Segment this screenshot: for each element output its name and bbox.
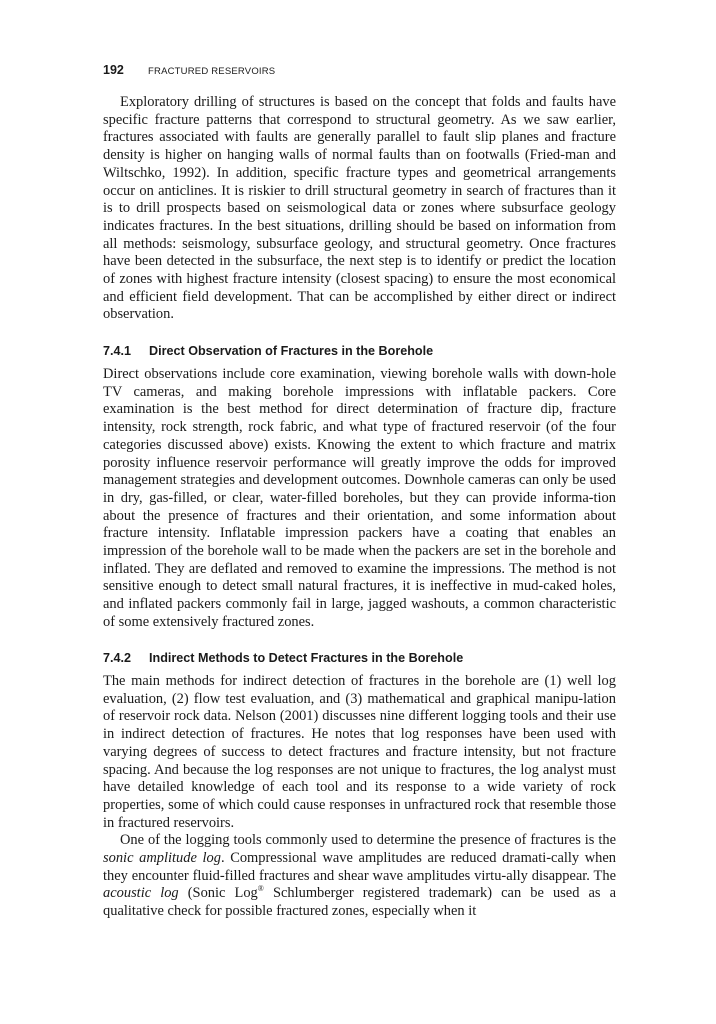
section-heading-7-4-2 bbox=[103, 651, 616, 665]
intro-block bbox=[103, 94, 616, 324]
running-head-title: FRACTURED RESERVOIRS bbox=[148, 66, 276, 77]
section-number: 7.4.2 bbox=[103, 651, 132, 665]
term-acoustic-log: acoustic log bbox=[103, 885, 179, 902]
paragraph-text: One of the logging tools commonly used to determine the presence of fractures is the bbox=[120, 832, 616, 849]
section-number: 7.4.1 bbox=[103, 344, 132, 358]
registered-mark: ® bbox=[257, 884, 264, 894]
intro-paragraph: Exploratory drilling of structures is based on the concept that folds and faults have specific fracture patterns that correspond to structural geometry. As we saw earlier, fractures associated with faults are generally parallel to fault slip planes and fracture density is higher on hanging walls of normal faults than on footwalls (Fried-man and Wiltschko, 1992). In addition, specific fracture types and geometrical arrangements occur on anticlines. It is riskier to drill structural geometry in search of fractures than it is to drill prospects based on seismological data or zones where subsurface geology indicates fractures. In the best situations, drilling should be based on information from all methods: seismology, subsurface geology, and structural geometry. Once fractures have been detected in the subsurface, the next step is to identify or predict the location of zones with highest fracture intensity (closest spacing) to ensure the most economical and efficient field development. That can be accomplished by either direct or indirect observation. bbox=[103, 94, 616, 323]
section-title: Direct Observation of Fractures in the Borehole bbox=[149, 344, 434, 358]
term-sonic-amplitude-log: sonic amplitude log bbox=[103, 850, 221, 867]
page-number: 192 bbox=[103, 63, 124, 77]
paragraph-text: Schlumberger registered trademark) can be used as a qualitative check for possible fractured zones, especially when it bbox=[103, 885, 617, 920]
logging-tools-paragraph bbox=[103, 832, 616, 921]
running-head bbox=[103, 61, 616, 79]
section-title: Indirect Methods to Detect Fractures in the Borehole bbox=[149, 651, 464, 665]
direct-observation-paragraph: Direct observations include core examination, viewing borehole walls with down-hole TV cameras, and making borehole impressions with inflatable packers. Core examination is the best method for direct determination of fracture dip, fracture intensity, rock strength, rock fabric, and what type of fractured reservoir (of the four categories discussed above) exists. Knowing the extent to which fracture and matrix porosity influence reservoir performance will greatly improve the odds for improved management strategies and development outcomes. Downhole cameras can only be used in dry, gas-filled, or clear, water-filled boreholes, but they can provide informa-tion about the presence of fractures and their orientation, and some information about fracture intensity. Inflatable impression packers have a coating that enables an impression of the borehole wall to be made when the packers are set in the borehole and inflated. They are deflated and removed to examine the impressions. The method is not sensitive enough to detect small natural fractures, it is ineffective in mud-caked holes, and inflated packers commonly fail in large, jagged washouts, a common characteristic of some extensively fractured zones. bbox=[103, 366, 616, 630]
paragraph-text: . Compressional wave amplitudes are reduced dramati-cally when they encounter fluid-filled fractures and shear wave amplitudes virtu-ally disappear. The bbox=[103, 850, 617, 884]
section-7-4-2-body bbox=[103, 673, 616, 921]
paragraph-text: (Sonic Log bbox=[178, 885, 258, 902]
section-7-4-1-body bbox=[103, 366, 616, 632]
indirect-methods-paragraph: The main methods for indirect detection of fractures in the borehole are (1) well log evaluation, (2) flow test evaluation, and (3) mathematical and graphical manipu-lation of reservoir rock data. Nelson (2001) discusses nine different logging tools and their use in indirect detection of fractures. He notes that log responses have been used with varying degrees of success to detect fractures and fracture intensity, but not fracture spacing. And because the log responses are not unique to fractures, the log analyst must have detailed knowledge of each tool and its response to a wide variety of rock properties, some of which could cause responses in unfractured rock that resemble those in fractured reservoirs. bbox=[103, 673, 616, 831]
section-heading-7-4-1 bbox=[103, 344, 616, 358]
